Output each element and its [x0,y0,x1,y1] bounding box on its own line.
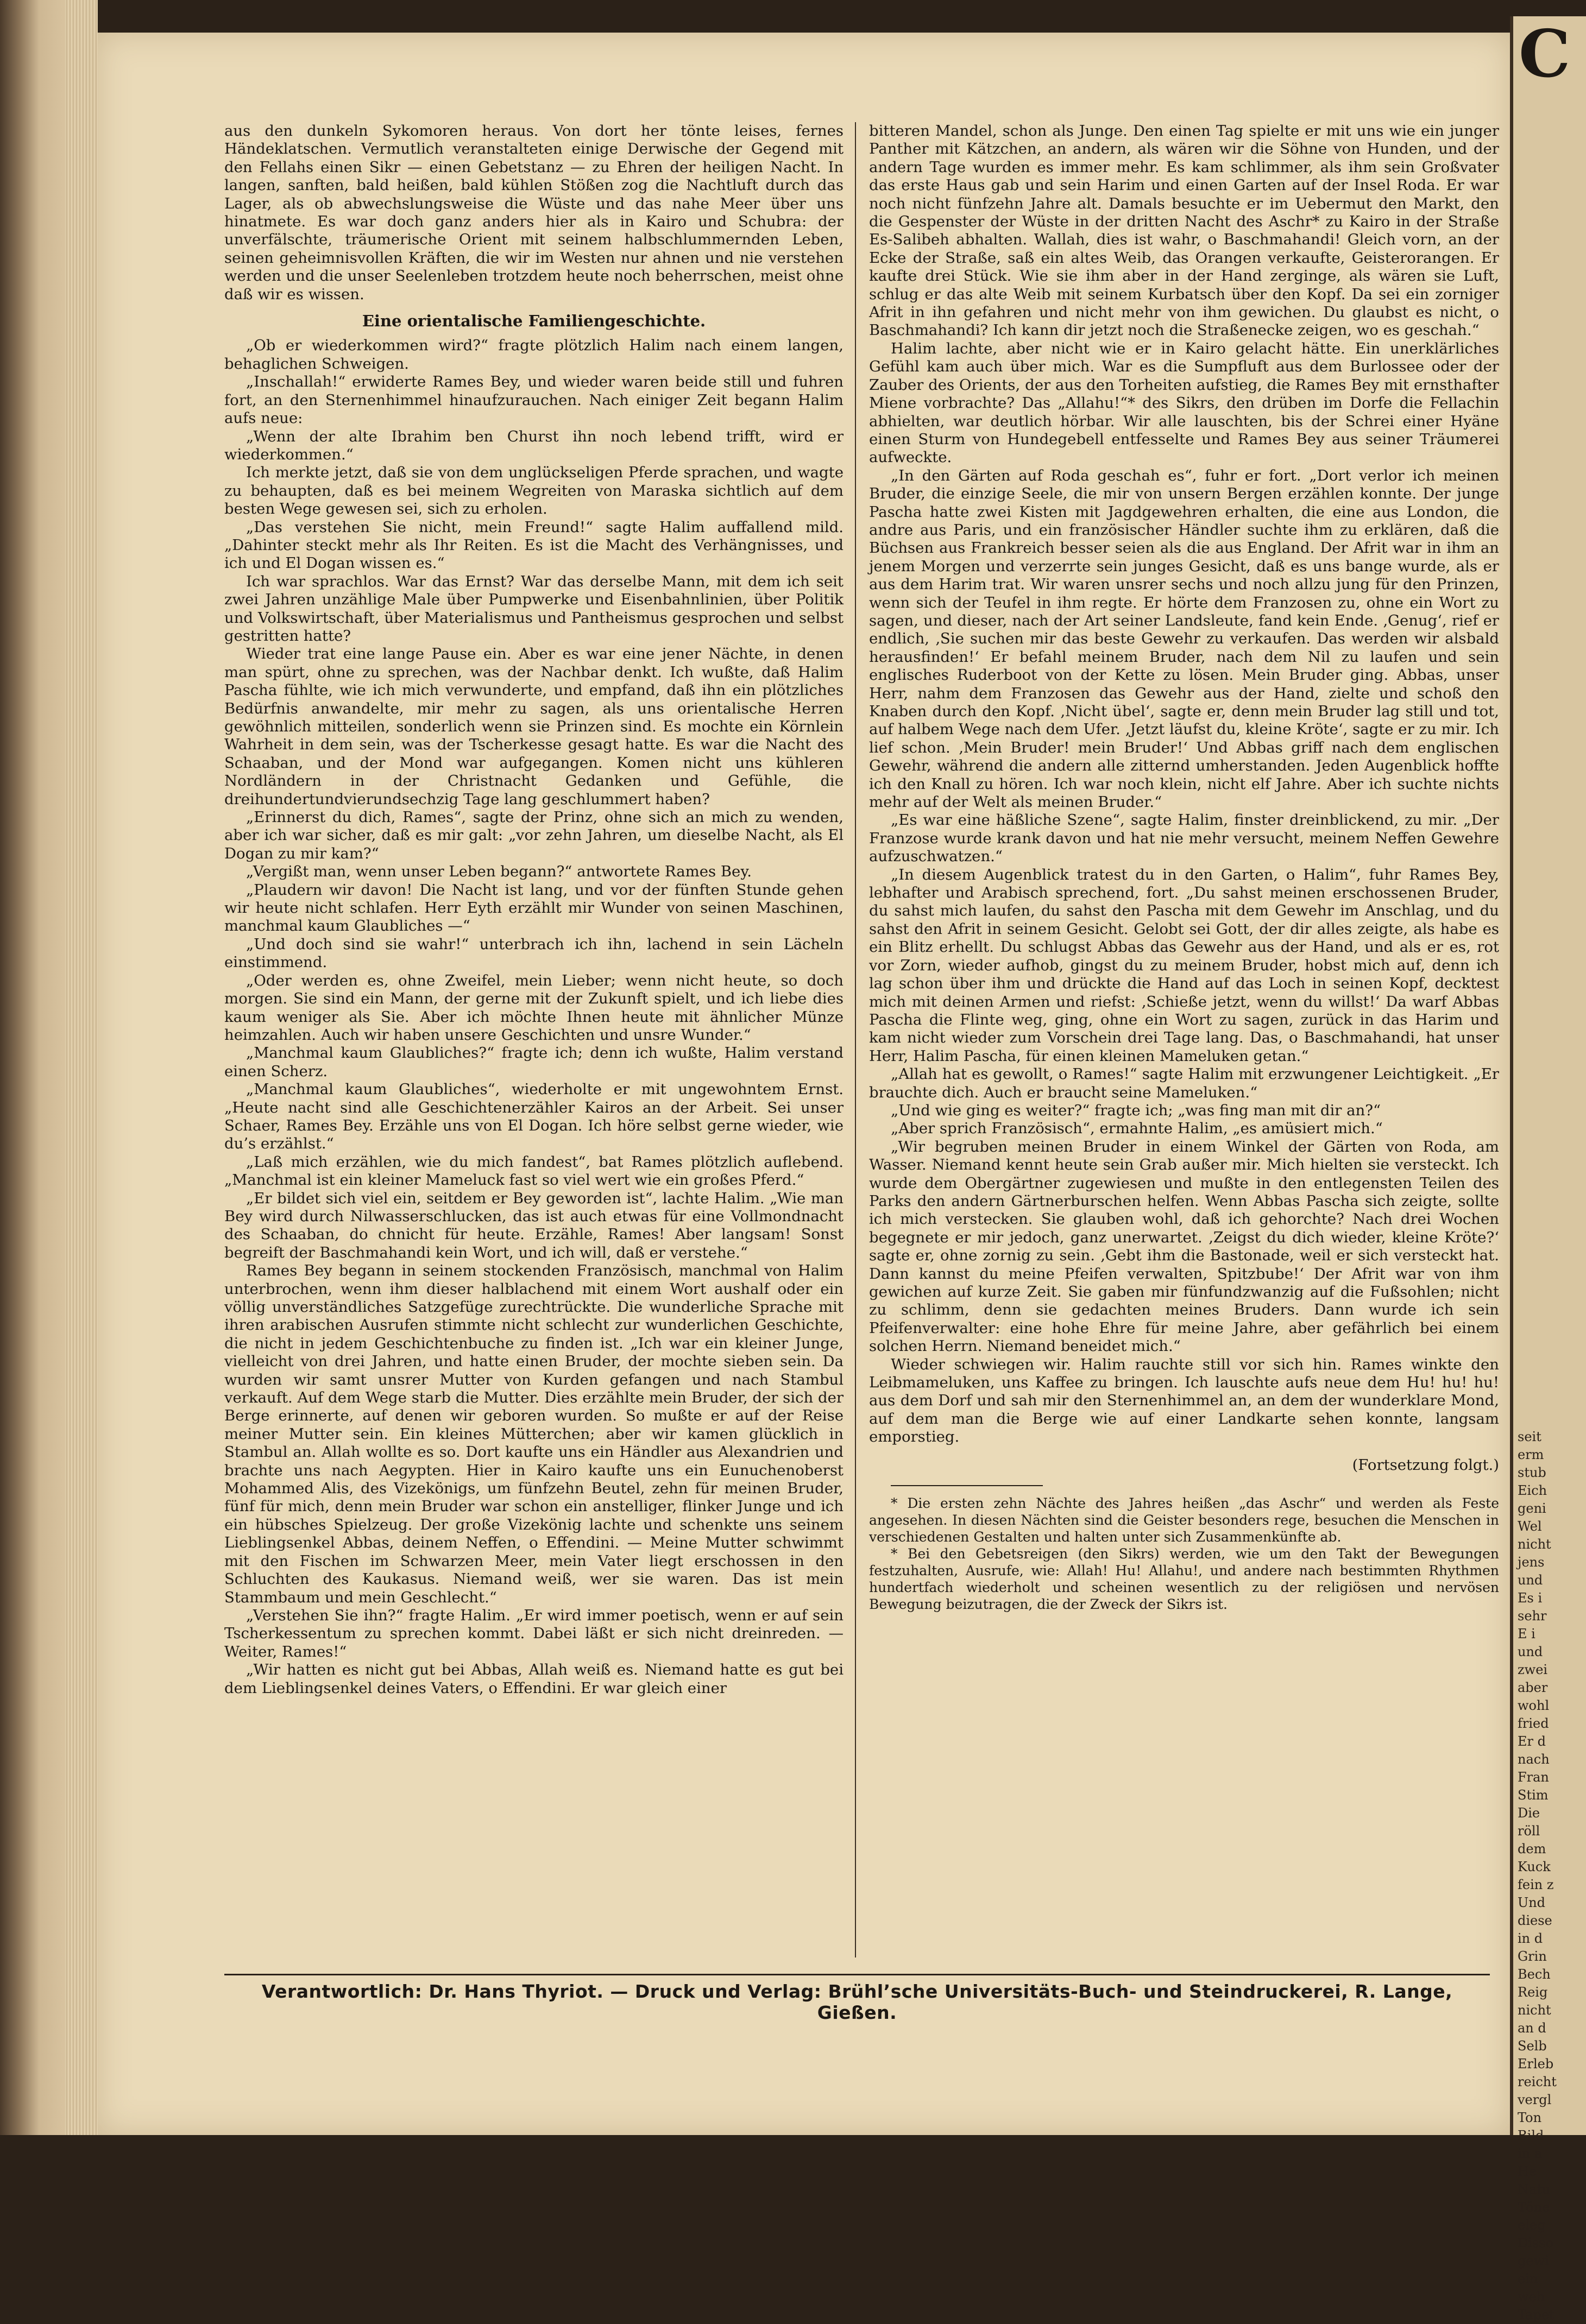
adjacent-page-fragment: nicht [1518,1537,1551,1552]
adjacent-page-fragment: Bech [1518,1967,1551,1982]
adjacent-page-fragment: und [1518,1644,1543,1659]
footnote-rule [891,1485,1043,1486]
paragraph: „Ob er wiederkommen wird?“ fragte plötzlich Halim nach einem langen, behaglichen Schweigen. [224,337,844,372]
adjacent-page-fragment: zwei [1518,1662,1548,1677]
adjacent-page-fragments [1513,1428,1586,2324]
paragraph: „Verstehen Sie ihn?“ fragte Halim. „Er wird immer poetisch, wenn er auf sein Tscherkessentum zu sprechen kommt. Dabei läßt er sich nicht dreinreden. — Weiter, Rames!“ [224,1606,844,1660]
adjacent-page-fragment: Ton [1518,2110,1542,2125]
adjacent-page-fragment: weh [1518,2289,1545,2304]
adjacent-page-fragment: vergl [1518,2092,1552,2107]
paragraph: „Manchmal kaum Glaubliches?“ fragte ich; denn ich wußte, Halim verstand einen Scherz. [224,1044,844,1080]
paragraph: „Und doch sind sie wahr!“ unterbrach ich ihn, lachend in sein Lächeln einstimmend. [224,935,844,971]
book-binding [0,0,65,2135]
section-heading: Eine orientalische Familiengeschichte. [362,312,706,331]
paragraph: „Plaudern wir davon! Die Nacht ist lang, und vor der fünften Stunde gehen wir heute nicht schlafen. Herr Eyth erzählt mir Wunder von seinen Maschinen, manchmal kaum Glaubliches —“ [224,881,844,935]
adjacent-page-fragment: Die [1518,1805,1540,1821]
adjacent-page-fragment: He [1518,2164,1537,2179]
adjacent-page-fragment: aber [1518,1680,1548,1695]
adjacent-page-fragment: geni [1518,1501,1546,1516]
adjacent-page-fragment: nicht [1518,2003,1551,2018]
paragraph: „Wir begruben meinen Bruder in einem Winkel der Gärten von Roda, am Wasser. Niemand kennt heute sein Grab außer mir. Mich hielten sie versteckt. Ich wurde dem Obergärtner zugewiesen und mußte in den entlegensten Teilen des Parks den andern Gärtnerburschen helfen. Wenn Abbas Pascha sich zeigte, sollte ich mich verstecken. Sie glauben wohl, daß ich gehorchte? Nach drei Wochen begegnete er mir jedoch, ganz unerwartet. ‚Zeigst du dich wieder, kleine Kröte?‘ sagte er, ohne zornig zu sein. ‚Gebt ihm die Bastonade, weil er sich versteckt hat. Dann kannst du meine Pfeifen verwalten, Spitzbube!‘ Der Afrit war von ihm gewichen auf kurze Zeit. Sie gaben mir fünfundzwanzig auf die Fußsohlen; nicht zu schlimm, denn sie gedachten meines Bruders. Dann wurde ich sein Pfeifenverwalter: eine hohe Ehre für meine Jahre, aber gefährlich bei einem solchen Herrn. Niemand beneidet mich.“ [869,1138,1499,1355]
adjacent-page-fragment: Erleb [1518,2056,1554,2072]
adjacent-page-fragment: Grin [1518,1949,1547,1964]
adjacent-page-fragment: reicht [1518,2074,1557,2089]
footnote: * Bei den Gebetsreigen (den Sikrs) werden, wie um den Takt der Bewegungen festzuhalten, Ausrufe, wie: Allah! Hu! Allahu!, und andere nach bestimmten Rhythmen hundertfach wiederholt und scheinen wesentlich zu der religiösen und nervösen Bewegung beizutragen, die der Zweck der Sikrs ist. [869,1546,1499,1613]
adjacent-page-fragment: Disso [1518,2235,1553,2251]
adjacent-page-fragment: Eich [1518,1483,1547,1498]
paragraph: aus den dunkeln Sykomoren heraus. Von dort her tönte leises, fernes Händeklatschen. Vermutlich veranstalteten einige Derwische der Gegend mit den Fellahs einen Sikr — einen Gebetstanz — zu Ehren der heiligen Nacht. In langen, sanften, bald heißen, bald kühlen Stößen zog die Nachtluft durch das Lager, als ob abwechslungsweise die Wüste und das nahe Meer über uns hinatmete. Es war doch ganz anders hier als in Kairo und Schubra: der unverfälschte, träumerische Orient mit seinem halbschlummernden Leben, seinen geheimnisvollen Kräften, die wir im Westen nur ahnen und nie verstehen werden und die unser Seelenleben trotzdem heute noch beherrschen, meist ohne daß wir es wissen. [224,122,844,303]
paragraph: „Wir hatten es nicht gut bei Abbas, Allah weiß es. Niemand hatte es gut bei dem Lieblingsenkel deines Vaters, o Effendini. Er war gleich einer [224,1661,844,1697]
adjacent-page-fragment: und [1518,1573,1543,1588]
paragraph: „Er bildet sich viel ein, seitdem er Bey geworden ist“, lachte Halim. „Wie man Bey wird durch Nilwasserschlucken, das ist auch etwas für eine Vollmondnacht des Schaaban, do chnicht für heute. Erzähle, Rames! Aber langsam! Sonst begreift der Baschmahandi kein Wort, und ich will, daß er verstehe.“ [224,1189,844,1261]
adjacent-page-fragment: sehr [1518,1608,1547,1624]
paragraph: „Oder werden es, ohne Zweifel, mein Lieber; wenn nicht heute, so doch morgen. Sie sind ein Mann, der gerne mit der Zukunft spielt, und ich liebe dies kaum weniger als Sie. Aber ich möchte Ihnen heute mit ähnlicher Münze heimzahlen. Auch wir haben unsere Geschichten und unsre Wunder.“ [224,971,844,1044]
adjacent-page-fragment: an d [1518,2020,1546,2036]
paragraph: „Wenn der alte Ibrahim ben Churst ihn noch lebend trifft, wird er wiederkommen.“ [224,427,844,463]
adjacent-page-fragment: in d [1518,1931,1543,1946]
paragraph: Wieder schwiegen wir. Halim rauchte still vor sich hin. Rames winkte den Leibmameluken, uns Kaffee zu bringen. Ich lauschte aufs neue dem Hu! hu! hu! aus dem Dorf und sah mir den Sternenhimmel an, an dem der wunderklare Mond, auf dem man die Berge wie auf einer Landkarte sehen konnte, langsam emporstieg. [869,1355,1499,1446]
paragraph: „Laß mich erzählen, wie du mich fandest“, bat Rames plötzlich auflebend. „Manchmal ist ein kleiner Mameluck fast so viel wert wie ein großes Pferd.“ [224,1153,844,1189]
paragraph: „Das verstehen Sie nicht, mein Freund!“ sagte Halim auffallend mild. „Dahinter steckt mehr als Ihr Reiten. Es ist die Macht des Verhängnisses, und ich und El Dogan wissen es.“ [224,518,844,572]
adjacent-page-edge [1510,16,1586,2322]
adjacent-page-fragment: Tapet [1518,2307,1554,2322]
adjacent-page-fragment: Wel [1518,1519,1542,1534]
adjacent-page-fragment: Er d [1518,1734,1546,1749]
imprint-rule [224,1974,1490,1975]
adjacent-page-fragment: eleg [1518,2218,1546,2233]
continuation-note: (Fortsetzung folgt.) [1352,1456,1499,1474]
adjacent-page-fragment: dem [1518,1841,1546,1856]
adjacent-page-fragment: wohl [1518,1698,1550,1713]
paragraph: Wieder trat eine lange Pause ein. Aber es war eine jener Nächte, in denen man spürt, ohne zu sprechen, was der Nachbar denkt. Ich wußte, daß Halim Pascha fühlte, wie ich mich verwunderte, und empfand, daß ihn ein plötzliches Bedürfnis anwandelte, mir mehr zu sagen, als uns orientalische Herren gewöhnlich mitteilen, sonderlich wenn sie Prinzen sind. Es mochte ein Körnlein Wahrheit in dem sein, was der Tscherkesse gesagt hatte. Es war die Nacht des Schaaban, und der Mond war aufgegangen. Komen nicht uns kühleren Nordländern in der Christnacht Gedanken und Gefühle, die dreihundertundvierundsechzig Tage lang geschlummert haben? [224,645,844,808]
left-text-column [224,122,844,1697]
paragraph: Halim lachte, aber nicht wie er in Kairo gelacht hätte. Ein unerklärliches Gefühl kam auch über mich. War es die Sumpfluft aus dem Burlossee oder der Zauber des Orients, der aus den Torheiten aufstieg, die Rames Bey mit ernsthafter Miene vorbrachte? Das „Allahu!“* des Sikrs, den drüben im Dorfe die Fellachin abhielten, war deutlich hörbar. Wir alle lauschten, bis der Schrei einer Hyäne einen Sturm von Hundegebell entfesselte und Rames Bey aus seiner Träumerei aufweckte. [869,339,1499,466]
adjacent-page-spacer [1513,92,1586,1428]
adjacent-page-fragment: Natu [1518,2182,1551,2197]
adjacent-page-fragment: Reig [1518,1985,1548,2000]
adjacent-page-fragment: erm [1518,1447,1544,1462]
adjacent-page-fragment: Und [1518,1895,1546,1910]
adjacent-page-fragment: in a [1518,2146,1543,2161]
adjacent-page-fragment: ein [1518,2271,1538,2287]
adjacent-page-initial: C [1519,16,1571,92]
paragraph: Ich war sprachlos. War das Ernst? War das derselbe Mann, mit dem ich seit zwei Jahren unzählige Male über Pumpwerke und Eisenbahnlinien, über Politik und Volkswirtschaft, über Materialismus und Pantheismus gesprochen und selbst gestritten hatte? [224,572,844,645]
adjacent-page-fragment: fein z [1518,1877,1554,1892]
paragraph: „Vergißt man, wenn unser Leben begann?“ antwortete Rames Bey. [246,863,752,881]
paragraph: Rames Bey begann in seinem stockenden Französisch, manchmal von Halim unterbrochen, wenn ihm dieser halblachend mit einem Wort aushalf oder ein völlig unverständliches Satzgefüge zurechtrückte. Die wunderliche Sprache mit ihren arabischen Ausrufen stimmte nicht schlecht zur wunderlichen Geschichte, die nicht in jedem Geschichtenbuche zu finden ist. „Ich war ein kleiner Junge, vielleicht von drei Jahren, und hatte einen Bruder, der mochte sieben sein. Da wurden wir samt unsrer Mutter von Kurden gefangen und nach Stambul verkauft. Auf dem Wege starb die Mutter. Dies erzählte mein Bruder, der sich der Berge erinnerte, auf denen wir geboren wurden. So mußte er auf der Reise meiner Mutter sein. Ein kleines Mütterchen; aber wir kamen glücklich in Stambul an. Allah wollte es so. Dort kaufte uns ein Händler aus Alexandrien und brachte uns nach Aegypten. Hier in Kairo kaufte uns ein Eunuchenoberst Mohammed Alis, des Vizekönigs, um fünfzehn Beutel, zehn für meinen Bruder, fünf für mich, denn mein Bruder war schon ein anstelliger, flinker Junge und ich ein hübsches Spielzeug. Der große Vizekönig lachte und schenkte uns seinem Lieblingsenkel Abbas, deinem Neffen, o Effendini. — Meine Mutter schwimmt mit den Fischen im Schwarzen Meer, mein Vater liegt erschossen in den Schluchten des Kaukasus. Niemand weiß, wer sie waren. Das ist mein Stammbaum und mein Geschlecht.“ [224,1262,844,1606]
adjacent-page-fragment: Selb [1518,2038,1547,2054]
adjacent-page-fragment: diese [1518,1913,1552,1928]
adjacent-page-fragment: gewi [1518,2253,1549,2269]
paragraph: „Aber sprich Französisch“, ermahnte Halim, „es amüsiert mich.“ [891,1120,1383,1138]
paragraph: „Erinnerst du dich, Rames“, sagte der Prinz, ohne sich an mich zu wenden, aber ich war sicher, daß es mir galt: „vor zehn Jahren, um dieselbe Nacht, als El Dogan zu mir kam?“ [224,809,844,862]
column-divider [855,122,856,1957]
footnote: * Die ersten zehn Nächte des Jahres heißen „das Aschr“ und werden als Feste angesehen. In diesen Nächten sind die Geister besonders rege, besuchen die Menschen in verschiedenen Gestalten und halten unter sich Zusammenkünfte ab. [869,1495,1499,1545]
adjacent-page-fragment: nach [1518,1752,1550,1767]
adjacent-page-fragment: jens [1518,1555,1545,1570]
adjacent-page-fragment: E i [1518,1626,1535,1641]
adjacent-page-fragment: Bild [1518,2128,1544,2143]
adjacent-page-fragment: Töne [1518,2200,1550,2215]
adjacent-page-fragment: Fran [1518,1770,1549,1785]
adjacent-page-fragment: fried [1518,1716,1549,1731]
paragraph: bitteren Mandel, schon als Junge. Den einen Tag spielte er mit uns wie ein junger Panther mit Kätzchen, an andern, als wären wir die Söhne von Hunden, und der andern Tage wurden es immer mehr. Es kam schlimmer, als ihm sein Großvater das erste Haus gab und sein Harim und einen Garten auf der Insel Roda. Er war noch nicht fünfzehn Jahre alt. Damals besuchte er im Uebermut den Markt, den die Gespenster der Wüste in der dritten Nacht des Aschr* zu Kairo in der Straße Es-Salibeh abhalten. Wallah, dies ist wahr, o Baschmahandi! Gleich vorn, an der Ecke der Straße, saß ein altes Weib, das Orangen verkaufte, Geisterorangen. Er kaufte drei Stück. Wie sie ihm aber in der Hand zerginge, als wären sie Luft, schlug er das alte Weib mit seinem Kurbatsch über den Kopf. Da sei ein zorniger Afrit in ihn gefahren und nicht mehr von ihm gewichen. Du glaubst es nicht, o Baschmahandi? Ich kann dir jetzt noch die Straßenecke zeigen, wo es geschah.“ [869,122,1499,339]
adjacent-page-fragment: Stim [1518,1788,1549,1803]
adjacent-page-fragment: stub [1518,1465,1546,1480]
paragraph: „In diesem Augenblick tratest du in den Garten, o Halim“, fuhr Rames Bey, lebhafter und Arabisch sprechend, fort. „Du sahst meinen erschossenen Bruder, du sahst mich laufen, du sahst den Pascha mit dem Gewehr im Anschlag, und du sahst den Afrit in seinem Gesicht. Gelobt sei Gott, der dir alles zeigte, als habe es ein Blitz erhellt. Du schlugst Abbas das Gewehr aus der Hand, und als er es, rot vor Zorn, wieder aufhob, gingst du zu meinem Bruder, hobst mich auf, denn ich lag schon über ihm und drückte die Hand auf das Loch in seinen Kopf, decktest mich mit deinen Armen und riefst: ‚Schieße jetzt, wenn du willst!‘ Da warf Abbas Pascha die Flinte weg, ging, ohne ein Wort zu sagen, zurück in das Harim und kam nicht wieder zum Vorschein drei Tage lang. Das, o Baschmahandi, hat unser Herr, Halim Pascha, für einen kleinen Mameluken getan.“ [869,866,1499,1065]
paragraph: „Inschallah!“ erwiderte Rames Bey, und wieder waren beide still und fuhren fort, an den Sternenhimmel hinaufzurauchen. Nach einiger Zeit begann Halim aufs neue: [224,373,844,427]
adjacent-page-fragment: röll [1518,1823,1540,1839]
adjacent-page-fragment: Es i [1518,1590,1543,1606]
adjacent-page-fragment: Kuck [1518,1859,1551,1874]
paragraph: „Und wie ging es weiter?“ fragte ich; „was fing man mit dir an?“ [891,1101,1381,1119]
right-text-column [869,122,1499,1613]
paragraph: „Es war eine häßliche Szene“, sagte Halim, finster dreinblickend, zu mir. „Der Franzose wurde krank davon und hat nie mehr versucht, meinem Neffen Gewehre aufzuschwatzen.“ [869,811,1499,866]
adjacent-page-fragment: seit [1518,1429,1541,1444]
paragraph: Ich merkte jetzt, daß sie von dem unglückseligen Pferde sprachen, und wagte zu behaupten, daß es bei meinem Wegreiten von Maraska sichtlich auf dem besten Wege gewesen sei, sich zu erholen. [224,464,844,518]
imprint: Verantwortlich: Dr. Hans Thyriot. — Druck und Verlag: Brühl’sche Universitäts-Buch- und Steindruckerei, R. Lange, Gießen. [261,1981,1453,2023]
page-edges [65,0,98,2135]
paragraph: „Allah hat es gewollt, o Rames!“ sagte Halim mit erzwungener Leichtigkeit. „Er brauchte dich. Auch er braucht seine Mameluken.“ [869,1065,1499,1101]
paragraph: „In den Gärten auf Roda geschah es“, fuhr er fort. „Dort verlor ich meinen Bruder, die einzige Seele, die mir von unsern Bergen erzählen konnte. Der junge Pascha hatte zwei Kisten mit Jagdgewehren erhalten, die eine aus London, die andre aus Paris, und ein französischer Händler suchte ihm zu erklären, daß die Büchsen aus Frankreich besser seien als die aus England. Der Afrit war in ihm an jenem Morgen und verzerrte sein junges Gesicht, daß es uns bange wurde, als er aus dem Harim trat. Wir waren unsrer sechs und noch allzu jung für den Prinzen, wenn sich der Teufel in ihm regte. Er hörte dem Franzosen zu, ohne ein Wort zu sagen, und dieser, nach der Art seiner Landsleute, fand kein Ende. ‚Genug‘, rief er endlich, ‚Sie suchen mir das beste Gewehr zu verkaufen. Das werden wir alsbald herausfinden!‘ Er befahl meinem Bruder, nach dem Nil zu laufen und sein englisches Ruderboot von der Kette zu lösen. Mein Bruder ging. Abbas, unser Herr, nahm dem Franzosen das Gewehr aus der Hand, zielte und schoß den Knaben durch den Kopf. ‚Nicht übel‘, sagte er, denn mein Bruder lag still und tot, auf halbem Wege nach dem Ufer. ‚Jetzt läufst du, kleine Kröte‘, sagte er zu mir. Ich lief schon. ‚Mein Bruder! mein Bruder!‘ Und Abbas griff nach dem englischen Gewehr, während die andern alle zitternd umherstanden. Jeden Augenblick hoffte ich den Knall zu hören. Ich war noch klein, nicht elf Jahre. Aber ich suchte nichts mehr auf der Welt als meinen Bruder.“ [869,466,1499,811]
paragraph: „Manchmal kaum Glaubliches“, wiederholte er mit ungewohntem Ernst. „Heute nacht sind alle Geschichtenerzähler Kairos an der Arbeit. Sei unser Schaer, Rames Bey. Erzähle uns von El Dogan. Ich höre selbst gerne wieder, wie du’s erzählst.“ [224,1081,844,1153]
